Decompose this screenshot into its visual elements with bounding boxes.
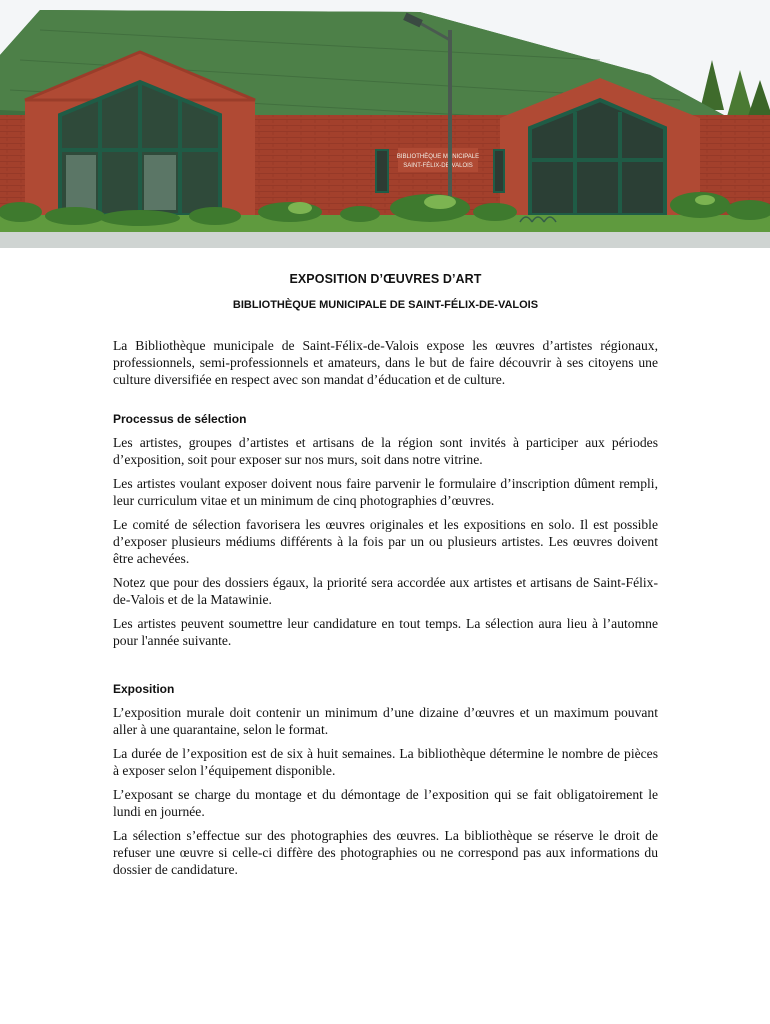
- section-heading-selection: Processus de sélection: [113, 412, 247, 426]
- document-subtitle: BIBLIOTHÈQUE MUNICIPALE DE SAINT-FÉLIX-DE-VALOIS: [232, 299, 539, 311]
- sign-line-1: BIBLIOTHÈQUE MUNICIPALE: [396, 154, 480, 160]
- selection-paragraph: Les artistes, groupes d’artistes et artisans de la région sont invités à participer aux périodes d’exposition, soit pour exposer sur nos murs, soit dans notre vitrine.: [113, 435, 658, 467]
- sign-line-2: SAINT-FÉLIX-DE-VALOIS: [403, 163, 473, 169]
- exposition-paragraph: L’exposant se charge du montage et du démontage de l’exposition qui se fait obligatoirement le lundi en journée.: [113, 787, 658, 819]
- intro-paragraph: La Bibliothèque municipale de Saint-Félix-de-Valois expose les œuvres d’artistes régionaux, professionnels, semi-professionnels et amateurs, dans le but de faire découvrir à ses citoyens une culture diversifiée en respect avec son mandat d’éducation et de culture.: [113, 338, 658, 387]
- exposition-paragraph: La durée de l’exposition est de six à huit semaines. La bibliothèque détermine le nombre de pièces à exposer selon l’équipement disponible.: [113, 746, 658, 778]
- document-title: EXPOSITION D’ŒUVRES D’ART: [289, 272, 482, 286]
- selection-paragraph: Les artistes voulant exposer doivent nous faire parvenir le formulaire d’inscription dûment rempli, leur curriculum vitae et un minimum de cinq photographies d’œuvres.: [113, 476, 658, 508]
- document-body: [113, 272, 658, 885]
- selection-paragraph: Le comité de sélection favorisera les œuvres originales et les expositions en solo. Il est possible d’exposer plusieurs médiums différents à la fois par un ou plusieurs artistes. Les œuvres doivent être achevées.: [113, 517, 658, 566]
- library-building-photo: [0, 0, 770, 248]
- section-heading-exposition: Exposition: [113, 682, 175, 696]
- selection-paragraph: Les artistes peuvent soumettre leur candidature en tout temps. La sélection aura lieu à l’automne pour l'année suivante.: [113, 616, 658, 648]
- exposition-paragraph: La sélection s’effectue sur des photographies des œuvres. La bibliothèque se réserve le droit de refuser une œuvre si celle-ci diffère des photographies ou ne correspond pas aux informations du dossier de candidature.: [113, 828, 658, 877]
- selection-paragraph: Notez que pour des dossiers égaux, la priorité sera accordée aux artistes et artisans de Saint-Félix-de-Valois et de la Matawinie.: [113, 575, 658, 607]
- exposition-paragraph: L’exposition murale doit contenir un minimum d’une dizaine d’œuvres et un maximum pouvant aller à une quarantaine, selon le format.: [113, 705, 658, 737]
